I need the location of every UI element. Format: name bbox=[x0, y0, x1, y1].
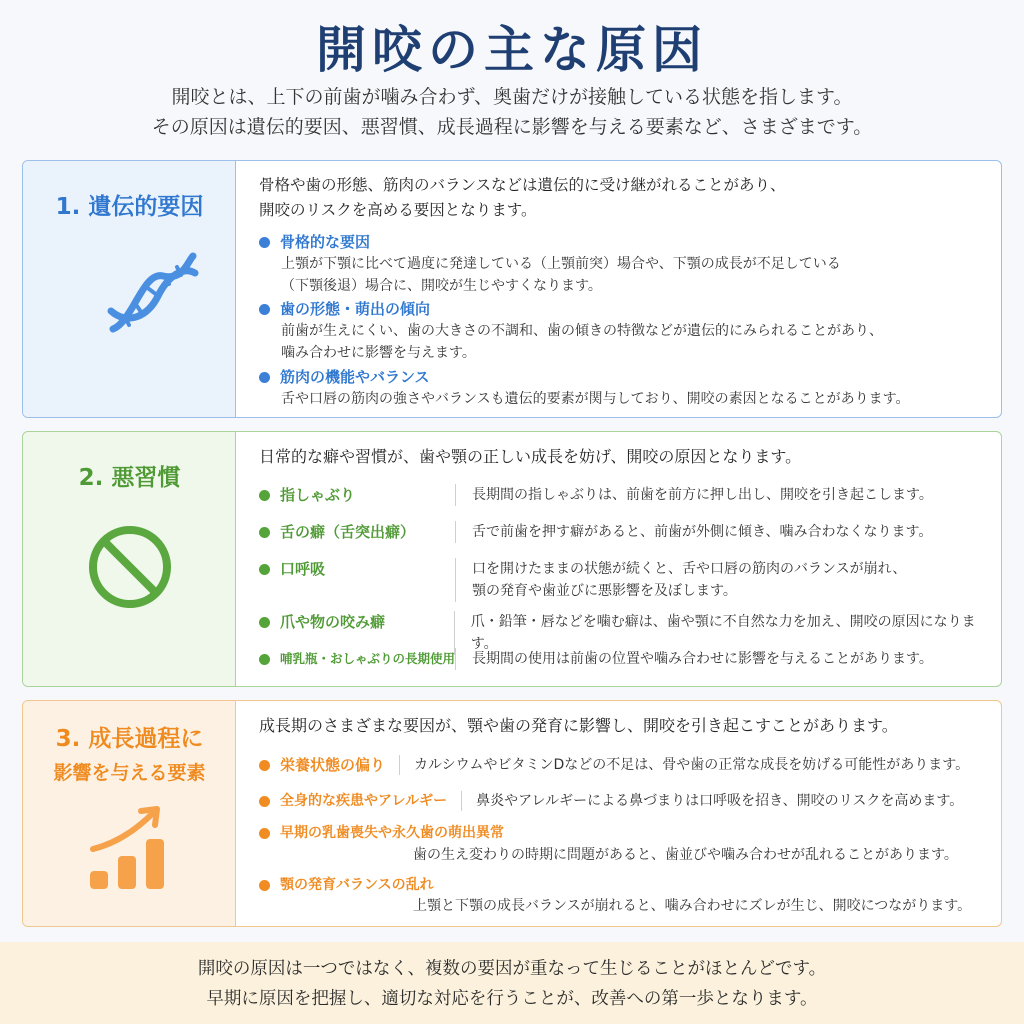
item-desc: 前歯が生えにくい、歯の大きさの不調和、歯の傾きの特徴などが遺伝的にみられることがあり、 bbox=[281, 323, 883, 339]
list-item bbox=[259, 558, 999, 602]
bullet-dot bbox=[259, 372, 270, 383]
footer-line-1: 開咬の原因は一つではなく、複数の要因が重なって生じることがほとんどです。 bbox=[197, 959, 827, 979]
list-item bbox=[259, 484, 999, 506]
item-desc: （下顎後退）場合に、開咬が生じやすくなります。 bbox=[281, 278, 602, 294]
item-desc: 上顎と下顎の成長バランスが崩れると、噛み合わせにズレが生じ、開咬につながります。 bbox=[413, 898, 972, 914]
section-genetic-heading: 1. 遺伝的要因 bbox=[55, 194, 204, 220]
section-growth bbox=[22, 700, 1002, 927]
list-item bbox=[259, 874, 434, 896]
divider bbox=[399, 755, 400, 775]
list-item bbox=[259, 521, 999, 543]
summary-footer bbox=[0, 942, 1024, 1024]
list-item bbox=[259, 298, 883, 364]
item-desc: 舌で前歯を押す癖があると、前歯が外側に傾き、噛み合わなくなります。 bbox=[472, 524, 933, 540]
item-title: 顎の発育バランスの乱れ bbox=[280, 877, 434, 893]
item-desc: 爪・鉛筆・唇などを噛む癖は、歯や顎に不自然な力を加え、開咬の原因になります。 bbox=[470, 614, 976, 652]
section-habits bbox=[22, 431, 1002, 687]
item-desc: 長期間の指しゃぶりは、前歯を前方に押し出し、開咬を引き起こします。 bbox=[472, 487, 933, 503]
item-title: 早期の乳歯喪失や永久歯の萌出異常 bbox=[280, 825, 504, 841]
item-desc: 噛み合わせに影響を与えます。 bbox=[281, 345, 476, 361]
item-title: 舌の癖（舌突出癖） bbox=[280, 523, 416, 541]
bullet-dot bbox=[259, 564, 270, 575]
list-item bbox=[259, 822, 504, 844]
bullet-dot bbox=[259, 237, 270, 248]
item-desc: 上顎が下顎に比べて過度に発達している（上顎前突）場合や、下顎の成長が不足している bbox=[281, 256, 841, 272]
bullet-dot bbox=[259, 490, 270, 501]
bullet-dot bbox=[259, 617, 270, 628]
list-item bbox=[259, 790, 963, 812]
intro-line-2: その原因は遺伝的要因、悪習慣、成長過程に影響を与える要素など、さまざまです。 bbox=[151, 116, 873, 138]
item-desc: カルシウムやビタミンDなどの不足は、骨や歯の正常な成長を妨げる可能性があります。 bbox=[414, 757, 970, 773]
list-item bbox=[259, 231, 841, 297]
item-desc: 鼻炎やアレルギーによる鼻づまりは口呼吸を招き、開咬のリスクを高めます。 bbox=[476, 793, 964, 809]
item-title: 口呼吸 bbox=[280, 560, 326, 578]
bullet-dot bbox=[259, 654, 270, 665]
item-desc: 顎の発育や歯並びに悪影響を及ぼします。 bbox=[472, 583, 737, 599]
intro-text bbox=[0, 82, 1024, 142]
section-growth-sidebar bbox=[23, 701, 236, 926]
lead-line: 骨格や歯の形態、筋肉のバランスなどは遺伝的に受け継がれることがあり、 bbox=[259, 176, 786, 194]
bullet-dot bbox=[259, 760, 270, 771]
item-title: 栄養状態の偏り bbox=[280, 756, 386, 774]
section-growth-lead: 成長期のさまざまな要因が、顎や歯の発育に影響し、開咬を引き起こすことがあります。 bbox=[259, 716, 898, 735]
divider bbox=[461, 791, 462, 811]
footer-line-2: 早期に原因を把握し、適切な対応を行うことが、改善への第一歩となります。 bbox=[206, 989, 818, 1009]
item-desc: 長期間の使用は前歯の位置や噛み合わせに影響を与えることがあります。 bbox=[472, 651, 933, 667]
lead-line: 開咬のリスクを高める要因となります。 bbox=[259, 201, 537, 219]
list-item bbox=[259, 754, 969, 776]
section-growth-heading: 3. 成長過程に bbox=[55, 726, 204, 752]
section-genetic-lead bbox=[259, 173, 786, 223]
page-title: 開咬の主な原因 bbox=[316, 20, 708, 79]
bullet-dot bbox=[259, 880, 270, 891]
list-item bbox=[259, 366, 909, 410]
bullet-dot bbox=[259, 796, 270, 807]
dna-icon bbox=[103, 251, 203, 341]
section-genetic bbox=[22, 160, 1002, 418]
list-item bbox=[259, 648, 999, 670]
section-habits-heading: 2. 悪習慣 bbox=[78, 465, 181, 491]
item-title: 指しゃぶり bbox=[280, 486, 356, 504]
prohibited-icon bbox=[85, 522, 175, 612]
item-title: 骨格的な要因 bbox=[280, 233, 371, 251]
bullet-dot bbox=[259, 304, 270, 315]
item-desc: 舌や口唇の筋肉の強さやバランスも遺伝的要素が関与しており、開咬の素因となることがあります。 bbox=[281, 391, 910, 407]
intro-line-1: 開咬とは、上下の前歯が噛み合わず、奥歯だけが接触している状態を指します。 bbox=[171, 86, 853, 108]
section-habits-sidebar bbox=[23, 432, 236, 686]
item-title: 歯の形態・萌出の傾向 bbox=[280, 300, 431, 318]
item-title: 哺乳瓶・おしゃぶりの長期使用 bbox=[280, 651, 456, 666]
item-title: 爪や物の咬み癖 bbox=[280, 613, 386, 631]
item-title: 全身的な疾患やアレルギー bbox=[280, 793, 448, 809]
item-title: 筋肉の機能やバランス bbox=[280, 368, 430, 386]
bullet-dot bbox=[259, 527, 270, 538]
section-habits-lead: 日常的な癖や習慣が、歯や顎の正しい成長を妨げ、開咬の原因となります。 bbox=[259, 447, 802, 466]
item-desc: 口を開けたままの状態が続くと、舌や口唇の筋肉のバランスが崩れ、 bbox=[472, 561, 907, 577]
section-growth-heading-2: 影響を与える要素 bbox=[53, 762, 206, 784]
item-desc: 歯の生え変わりの時期に問題があると、歯並びや噛み合わせが乱れることがあります。 bbox=[413, 847, 958, 863]
growth-chart-icon bbox=[85, 801, 180, 896]
bullet-dot bbox=[259, 828, 270, 839]
section-genetic-sidebar bbox=[23, 161, 236, 417]
